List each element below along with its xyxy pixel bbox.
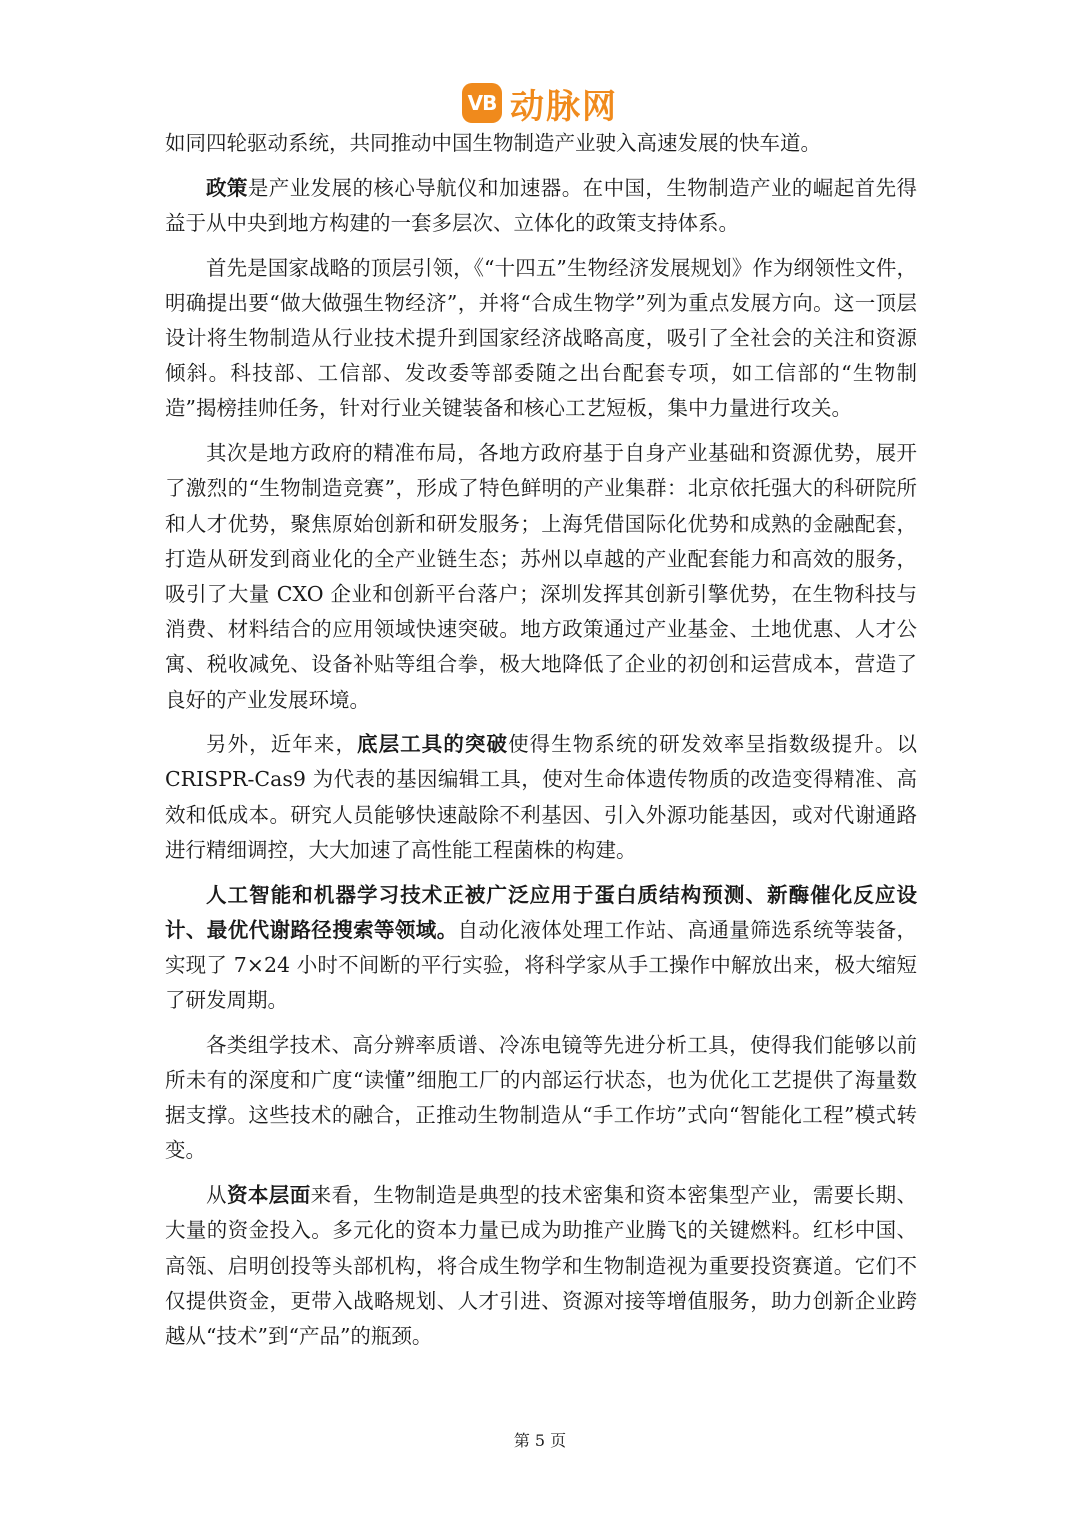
paragraph — [165, 436, 917, 718]
body-text: 如同四轮驱动系统，共同推动中国生物制造产业驶入高速发展的快车道。 — [165, 131, 821, 155]
body-text: 各类组学技术、高分辨率质谱、冷冻电镜等先进分析工具，使得我们能够以前所未有的深度和广度“读懂”细胞工厂的内部运行状态，也为优化工艺提供了海量数据支撑。这些技术的融合，正推动生物制造从“手工作坊”式向“智能化工程”模式转变。 — [165, 1032, 917, 1163]
page-number: 第 5 页 — [513, 1431, 567, 1450]
paragraph — [165, 251, 917, 427]
body-text: 首先是国家战略的顶层引领，《“十四五”生物经济发展规划》作为纲领性文件，明确提出要“做大做强生物经济”，并将“合成生物学”列为重点发展方向。这一顶层设计将生物制造从行业技术提升到国家经济战略高度，吸引了全社会的关注和资源倾斜。科技部、工信部、发改委等部委随之出台配套专项，如工信部的“生物制造”揭榜挂帅任务，针对行业关键装备和核心工艺短板，集中力量进行攻关。 — [165, 255, 917, 421]
paragraph — [165, 727, 917, 868]
paragraph — [165, 126, 917, 161]
bold-text: 政策 — [206, 175, 248, 200]
page-header — [0, 78, 1080, 128]
body-text: 是产业发展的核心导航仪和加速器。在中国，生物制造产业的崛起首先得益于从中央到地方构建的一套多层次、立体化的政策支持体系。 — [165, 175, 918, 235]
bold-text: 人工智能和机器学习技术正被广泛应用于蛋白质结构预测、新酶催化反应设计、最优代谢路径搜索等领域。 — [165, 882, 917, 942]
bold-text: 资本层面 — [226, 1183, 311, 1208]
document-body — [165, 126, 917, 1364]
bold-text: 底层工具的突破 — [357, 732, 509, 757]
body-text: 使得生物系统的研发效率呈指数级提升。以 CRISPR-Cas9 为代表的基因编辑工具，使对生命体遗传物质的改造变得精准、高效和低成本。研究人员能够快速敲除不利基因、引入外源功能基因，或对代谢通路进行精细调控，大大加速了高性能工程菌株的构建。 — [165, 732, 917, 862]
vb-logo — [462, 79, 618, 128]
body-text: 来看，生物制造是典型的技术密集和资本密集型产业，需要长期、大量的资金投入。多元化的资本力量已成为助推产业腾飞的关键燃料。红杉中国、高瓴、启明创投等头部机构，将合成生物学和生物制造视为重要投资赛道。它们不仅提供资金，更带入战略规划、人才引进、资源对接等增值服务，助力创新企业跨越从“技术”到“产品”的瓶颈。 — [165, 1183, 918, 1348]
logo-text: 动脉网 — [510, 86, 618, 127]
logo-mark-icon: VB — [462, 83, 502, 123]
paragraph — [165, 1028, 917, 1169]
paragraph — [165, 878, 917, 1019]
body-text: 另外，近年来， — [206, 732, 358, 757]
body-text: 从 — [206, 1183, 227, 1208]
body-text: 自动化液体处理工作站、高通量筛选系统等装备，实现了 7×24 小时不间断的平行实验，将科学家从手工操作中解放出来，极大缩短了研发周期。 — [165, 917, 918, 1013]
body-text: 其次是地方政府的精准布局，各地方政府基于自身产业基础和资源优势，展开了激烈的“生物制造竞赛”，形成了特色鲜明的产业集群：北京依托强大的科研院所和人才优势，聚焦原始创新和研发服务；上海凭借国际化优势和成熟的金融配套，打造从研发到商业化的全产业链生态；苏州以卓越的产业配套能力和高效的服务，吸引了大量 CXO 企业和创新平台落户；深圳发挥其创新引擎优势，在生物科技与消费、材料结合的应用领域快速突破。地方政策通过产业基金、土地优惠、人才公寓、税收减免、设备补贴等组合拳，极大地降低了企业的初创和运营成本，营造了良好的产业发展环境。 — [165, 441, 917, 712]
paragraph — [165, 1178, 917, 1354]
paragraph — [165, 171, 917, 241]
